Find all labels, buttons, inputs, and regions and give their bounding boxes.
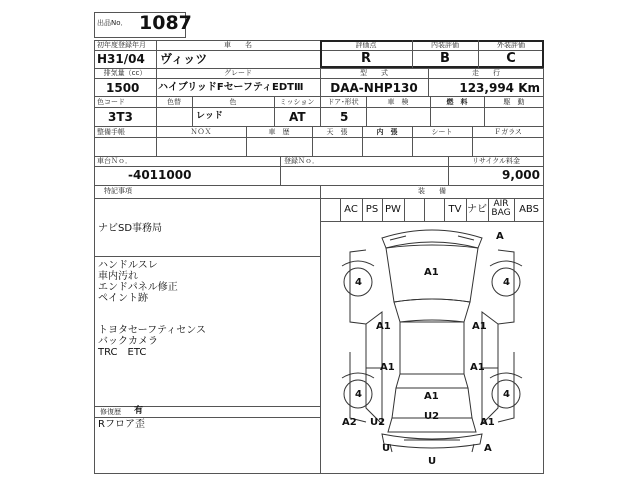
repair-label: 修復歴	[100, 408, 121, 416]
history-label: 車 歴	[268, 128, 290, 136]
interior-score-value: B	[440, 51, 450, 66]
mark-rear-right: A	[484, 443, 492, 454]
mileage-label: 走 行	[472, 69, 500, 77]
mark-front-left-wheel: 4	[355, 277, 362, 288]
note-line: エンドパネル修正	[98, 282, 178, 293]
equipment-row	[320, 198, 544, 221]
recycle-value: 9,000	[502, 168, 540, 182]
mark-roof-rear: A1	[424, 391, 439, 402]
equip-airbag: AIR BAG	[491, 199, 511, 218]
note-line: 車内汚れ	[98, 271, 138, 282]
mark-trunk: U2	[424, 411, 440, 422]
glass-label: Ｆガラス	[494, 128, 522, 136]
doors-value: 5	[340, 110, 349, 124]
inspection-label: 車 検	[387, 98, 409, 106]
first-reg-label: 初年度登録年月	[97, 41, 146, 49]
notes-list-1	[98, 260, 178, 304]
mark-front-right-wheel: 4	[503, 277, 510, 288]
mark-left-rear-door: A1	[380, 362, 395, 373]
recycle-label: リサイクル料金	[471, 157, 521, 165]
mileage-value: 123,994 Km	[459, 81, 540, 95]
equip-navi: ナビ	[467, 204, 487, 215]
note-line: ペイント跡	[98, 293, 148, 304]
note-line: TRC ETC	[98, 347, 147, 358]
seat-label: シート	[431, 128, 453, 136]
transmission-value: AT	[289, 110, 306, 124]
model-label: 型 式	[360, 69, 388, 77]
registration-label: 登録Ｎｏ．	[284, 157, 319, 165]
sunroof-label: 天 張	[326, 128, 348, 136]
mark-rear-left-wheel: 4	[355, 389, 362, 400]
score-label: 評価点	[355, 41, 377, 49]
first-reg-value: H31/04	[97, 52, 145, 66]
lot-number: 1087	[139, 12, 192, 34]
mark-left-front-door: A1	[376, 321, 391, 332]
color-value: レッド	[196, 111, 223, 121]
displacement-label: 排気量（cc）	[103, 69, 147, 77]
color-code-label: 色コード	[97, 98, 125, 106]
equip-tv: TV	[448, 204, 462, 215]
car-name-label: 車 名	[224, 41, 252, 49]
drive-label: 駆 動	[503, 98, 525, 106]
manual-label: 整備手帳	[97, 128, 125, 136]
note-line: ハンドルスレ	[98, 260, 158, 271]
lot-label: 出品No．	[97, 19, 128, 27]
note-line: トヨタセーフティセンス	[98, 325, 206, 336]
mark-right-rear-door: A1	[470, 362, 485, 373]
equip-abs: ABS	[519, 204, 539, 215]
interior-score-label: 内装評価	[431, 41, 459, 49]
mark-rear-right-wheel: 4	[503, 389, 510, 400]
color-code-value: 3T3	[108, 110, 133, 124]
mark-rear-bumper: U	[428, 456, 437, 467]
equip-ps: PS	[365, 204, 379, 215]
transmission-label: ミッション	[279, 98, 315, 106]
notes-line1: ナビSD事務局	[98, 223, 163, 234]
exterior-score-value: C	[506, 51, 516, 66]
grade-label: グレード	[224, 69, 252, 77]
model-value: DAA-NHP130	[330, 81, 418, 95]
chassis-label: 車台Ｎｏ．	[97, 157, 132, 165]
mark-left-rear-quarter: A2	[342, 417, 357, 428]
interior-trim-label: 内 張	[376, 128, 398, 136]
fuel-label: 燃 料	[446, 98, 468, 106]
doors-label: ドア･形状	[327, 98, 359, 106]
notes-label: 特記事項	[104, 187, 132, 195]
repair-note: Rフロア歪	[98, 419, 145, 430]
score-value: R	[360, 51, 371, 66]
color-type-label: 色替	[167, 98, 181, 106]
chassis-value: -4011000	[128, 168, 192, 182]
grade-value: ハイブリッドFセーフティEDTⅢ	[158, 82, 304, 93]
equip-ac: AC	[344, 204, 358, 215]
mark-hood: A1	[424, 267, 439, 278]
mark-right-rear-quarter: A1	[480, 417, 495, 428]
note-line: バックカメラ	[98, 336, 158, 347]
displacement-value: 1500	[106, 81, 140, 95]
nox-label: ＮＯＸ	[190, 128, 212, 136]
repair-value: 有	[134, 406, 144, 416]
exterior-score-label: 外装評価	[497, 41, 525, 49]
equip-pw: PW	[385, 204, 401, 215]
notes-list-2	[98, 325, 206, 358]
car-name-value: ヴィッツ	[160, 52, 208, 66]
mark-trunk-left: U2	[370, 417, 386, 428]
color-label: 色	[229, 98, 237, 106]
mark-right-front-door: A1	[472, 321, 487, 332]
mark-front-bumper: A	[496, 231, 504, 242]
car-damage-diagram	[320, 222, 544, 474]
equipment-label: 装 備	[418, 187, 446, 195]
mark-rear-left: U	[382, 443, 391, 454]
